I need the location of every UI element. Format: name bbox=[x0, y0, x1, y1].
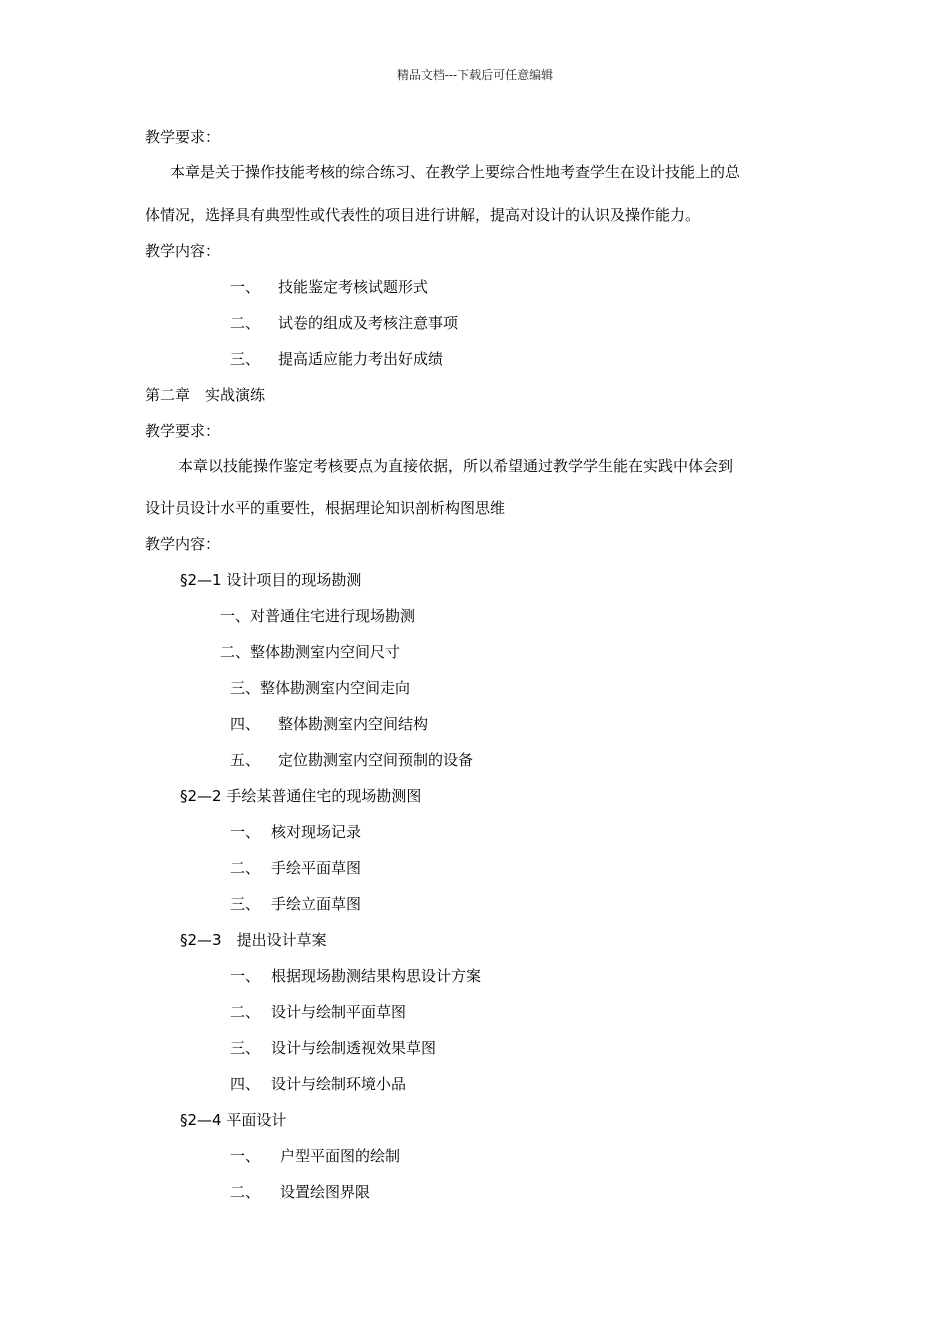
list-number: 二、 bbox=[230, 1183, 261, 1201]
list-text: 定位勘测室内空间预制的设备 bbox=[278, 751, 474, 769]
paragraph-line: 本章是关于操作技能考核的综合练习、在教学上要综合性地考查学生在设计技能上的总 bbox=[170, 163, 741, 181]
chapter-heading: 第二章 实战演练 bbox=[145, 386, 266, 404]
list-text: 整体勘测室内空间结构 bbox=[278, 715, 429, 733]
list-item bbox=[230, 349, 443, 369]
list-number: 二、 bbox=[230, 1003, 261, 1021]
list-text: 试卷的组成及考核注意事项 bbox=[278, 314, 459, 332]
list-item bbox=[230, 313, 458, 333]
paragraph-line: 体情况，选择具有典型性或代表性的项目进行讲解，提高对设计的认识及操作能力。 bbox=[145, 206, 701, 224]
list-item bbox=[230, 822, 361, 842]
list-text: 核对现场记录 bbox=[271, 823, 362, 841]
list-number: 二、 bbox=[230, 314, 261, 332]
list-text: 提高适应能力考出好成绩 bbox=[278, 350, 444, 368]
section-heading-content: 教学内容： bbox=[145, 242, 221, 260]
paragraph-line: 设计员设计水平的重要性，根据理论知识剖析构图思维 bbox=[145, 499, 506, 517]
list-number: 四、 bbox=[230, 715, 261, 733]
list-text: 设置绘图界限 bbox=[280, 1183, 371, 1201]
list-item bbox=[230, 1002, 406, 1022]
list-text: 设计与绘制平面草图 bbox=[271, 1003, 407, 1021]
section-heading-content: 教学内容： bbox=[145, 535, 221, 553]
list-item bbox=[230, 1182, 370, 1202]
list-text: 设计与绘制环境小品 bbox=[271, 1075, 407, 1093]
list-item bbox=[230, 894, 361, 914]
list-number: 四、 bbox=[230, 1075, 261, 1093]
list-number: 二、 bbox=[230, 859, 261, 877]
list-item bbox=[230, 277, 428, 297]
list-number: 一、 bbox=[230, 967, 261, 985]
list-number: 三、 bbox=[230, 350, 261, 368]
list-item bbox=[230, 750, 473, 770]
list-text: 户型平面图的绘制 bbox=[280, 1147, 401, 1165]
subsection-heading: §2—3 提出设计草案 bbox=[180, 931, 327, 949]
list-item: 一、对普通住宅进行现场勘测 bbox=[220, 607, 416, 625]
list-item bbox=[230, 966, 481, 986]
page-header: 精品文档---下载后可任意编辑 bbox=[396, 68, 554, 82]
section-heading-requirements: 教学要求： bbox=[145, 422, 221, 440]
list-text: 技能鉴定考核试题形式 bbox=[278, 278, 429, 296]
section-heading-requirements: 教学要求： bbox=[145, 128, 221, 146]
subsection-heading: §2—1 设计项目的现场勘测 bbox=[180, 571, 362, 589]
list-item: 二、整体勘测室内空间尺寸 bbox=[220, 643, 401, 661]
list-text: 设计与绘制透视效果草图 bbox=[271, 1039, 437, 1057]
list-item: 三、整体勘测室内空间走向 bbox=[230, 679, 411, 697]
list-number: 一、 bbox=[230, 823, 261, 841]
subsection-heading: §2—4 平面设计 bbox=[180, 1111, 287, 1129]
list-number: 三、 bbox=[230, 895, 261, 913]
list-number: 三、 bbox=[230, 1039, 261, 1057]
list-item bbox=[230, 1074, 406, 1094]
list-number: 一、 bbox=[230, 278, 261, 296]
subsection-heading: §2—2 手绘某普通住宅的现场勘测图 bbox=[180, 787, 422, 805]
list-number: 五、 bbox=[230, 751, 261, 769]
list-item bbox=[230, 858, 361, 878]
list-number: 一、 bbox=[230, 1147, 261, 1165]
list-item bbox=[230, 1038, 436, 1058]
paragraph-line: 本章以技能操作鉴定考核要点为直接依据，所以希望通过教学学生能在实践中体会到 bbox=[178, 457, 734, 475]
list-item bbox=[230, 714, 428, 734]
list-item bbox=[230, 1146, 400, 1166]
list-text: 根据现场勘测结果构思设计方案 bbox=[271, 967, 482, 985]
list-text: 手绘立面草图 bbox=[271, 895, 362, 913]
list-text: 手绘平面草图 bbox=[271, 859, 362, 877]
